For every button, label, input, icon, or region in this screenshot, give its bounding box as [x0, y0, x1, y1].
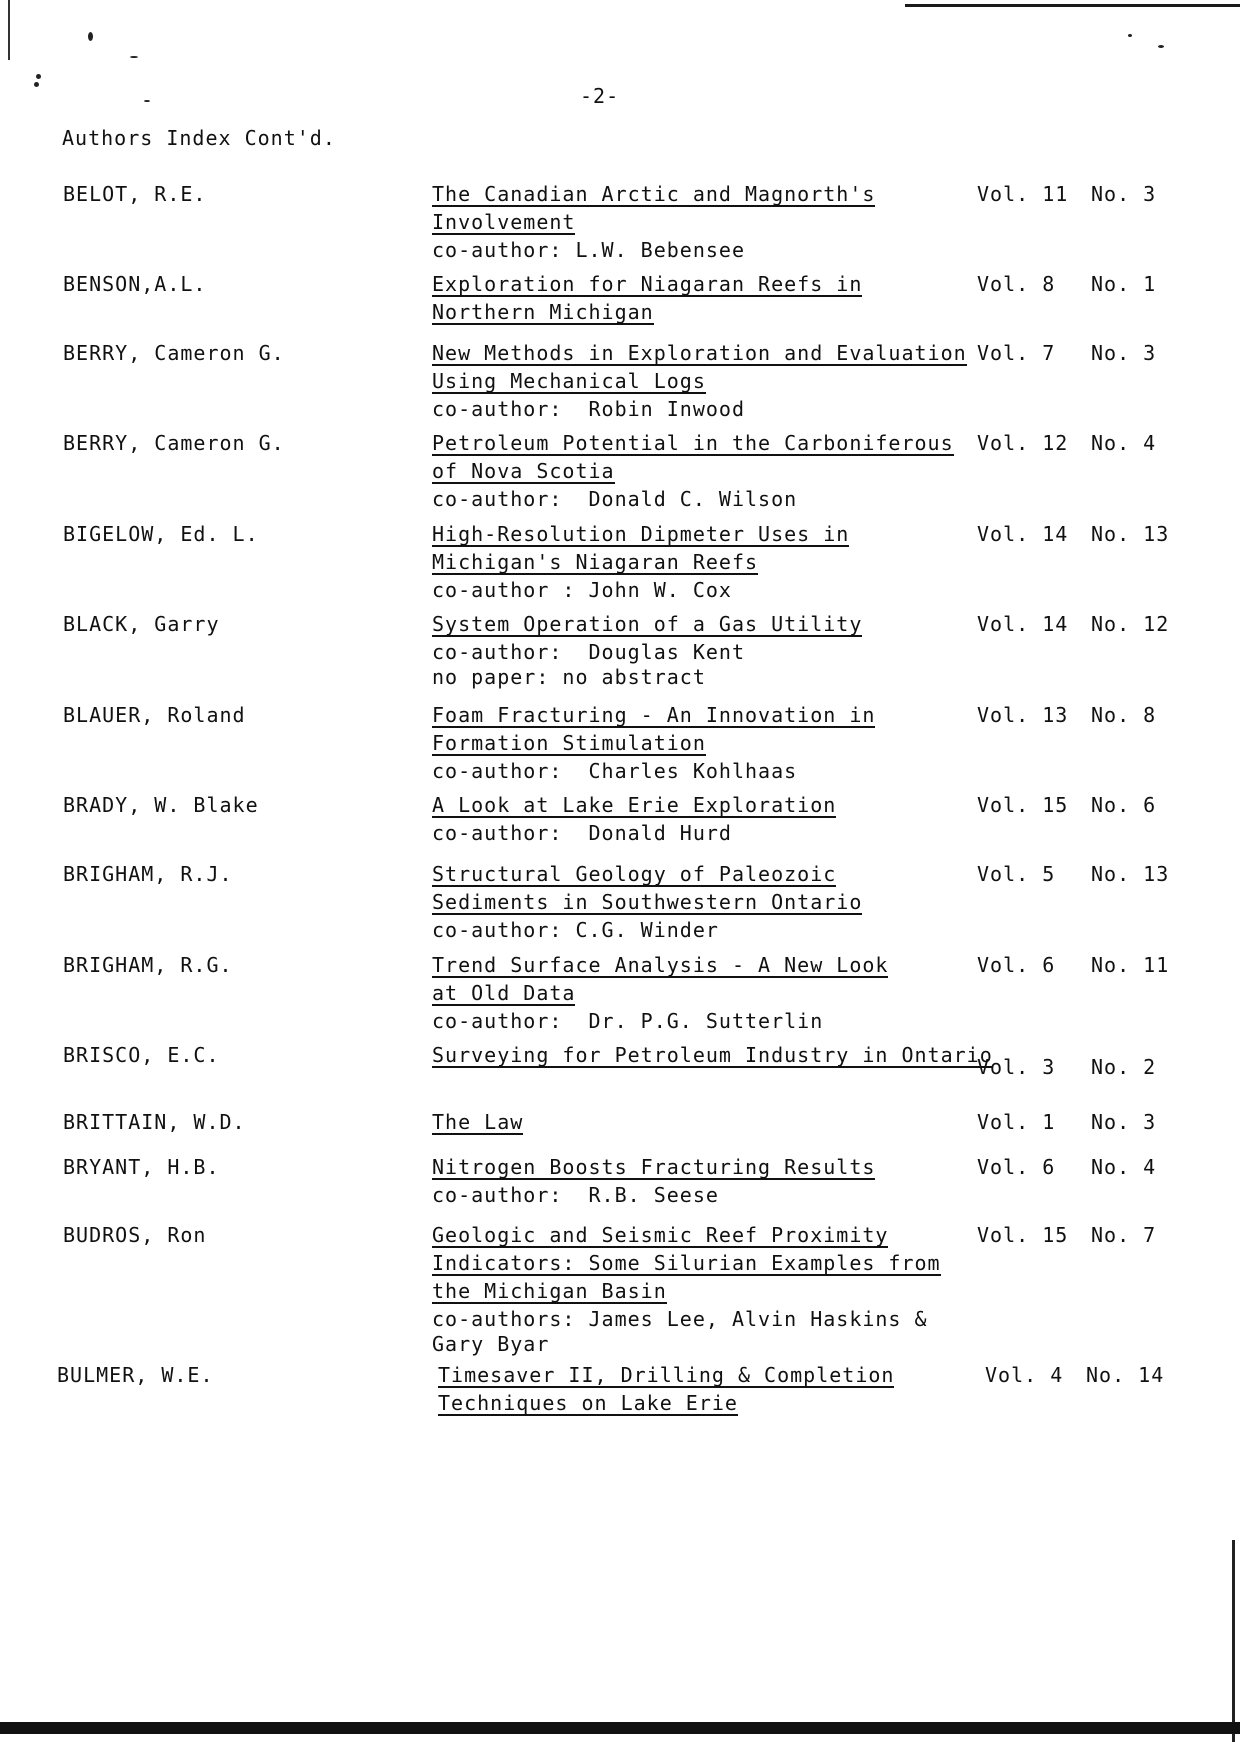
entry-volume: Vol. 6 — [977, 1155, 1056, 1179]
entry-number: No. 2 — [1091, 1055, 1157, 1079]
page-number: -2- — [580, 84, 620, 108]
entry-title-line: New Methods in Exploration and Evaluation — [432, 341, 967, 365]
entry-title-line: Michigan's Niagaran Reefs — [432, 550, 759, 574]
entry-title-line: Sediments in Southwestern Ontario — [432, 890, 863, 914]
entry-author: BERRY, Cameron G. — [63, 341, 285, 365]
scan-speck — [36, 74, 41, 79]
scan-speck — [88, 32, 93, 41]
entry-title-line: Using Mechanical Logs — [432, 369, 706, 393]
entry-title-line: The Canadian Arctic and Magnorth's — [432, 182, 876, 206]
entry-title-line: Exploration for Niagaran Reefs in — [432, 272, 863, 296]
entry-title-block — [432, 1110, 992, 1138]
entry-title-line: Foam Fracturing - An Innovation in — [432, 703, 876, 727]
entry-number: No. 6 — [1091, 793, 1157, 817]
entry-note: co-author: Donald C. Wilson — [432, 487, 798, 511]
entry-title-line: Techniques on Lake Erie — [438, 1391, 738, 1415]
scan-speck — [130, 56, 138, 58]
entry-title-line: at Old Data — [432, 981, 576, 1005]
entry-title-line: Involvement — [432, 210, 576, 234]
entry-author: BLAUER, Roland — [63, 703, 246, 727]
page-header: Authors Index Cont'd. — [62, 126, 336, 150]
entry-note: Gary Byar — [432, 1332, 550, 1356]
entry-note: co-author: Dr. P.G. Sutterlin — [432, 1009, 824, 1033]
entry-title-line: Geologic and Seismic Reef Proximity — [432, 1223, 889, 1247]
entry-note: co-author: Donald Hurd — [432, 821, 732, 845]
entry-author: BERRY, Cameron G. — [63, 431, 285, 455]
entry-volume: Vol. 4 — [985, 1363, 1064, 1387]
entry-title-block — [432, 341, 992, 422]
scan-speck — [1158, 45, 1164, 48]
entry-note: co-author : John W. Cox — [432, 578, 732, 602]
entry-title-line: A Look at Lake Erie Exploration — [432, 793, 837, 817]
entry-title-line: Trend Surface Analysis - A New Look — [432, 953, 889, 977]
entry-author: BRISCO, E.C. — [63, 1043, 220, 1067]
entry-volume: Vol. 11 — [977, 182, 1069, 206]
entry-volume: Vol. 3 — [977, 1055, 1056, 1079]
entry-number: No. 11 — [1091, 953, 1170, 977]
entry-title-line: High-Resolution Dipmeter Uses in — [432, 522, 850, 546]
entry-note: co-author: C.G. Winder — [432, 918, 719, 942]
entry-volume: Vol. 14 — [977, 612, 1069, 636]
entry-title-line: Indicators: Some Silurian Examples from — [432, 1251, 941, 1275]
entry-note: co-author: Douglas Kent — [432, 640, 745, 664]
entry-number: No. 1 — [1091, 272, 1157, 296]
entry-title-line: Northern Michigan — [432, 300, 654, 324]
entry-volume: Vol. 7 — [977, 341, 1056, 365]
entry-title-block — [432, 522, 992, 603]
scan-speck — [144, 100, 150, 102]
entry-author: BRITTAIN, W.D. — [63, 1110, 246, 1134]
entry-volume: Vol. 14 — [977, 522, 1069, 546]
entry-title-line: Nitrogen Boosts Fracturing Results — [432, 1155, 876, 1179]
entry-volume: Vol. 12 — [977, 431, 1069, 455]
entry-author: BIGELOW, Ed. L. — [63, 522, 259, 546]
entry-title-block — [432, 793, 992, 846]
entry-volume: Vol. 6 — [977, 953, 1056, 977]
entry-number: No. 12 — [1091, 612, 1170, 636]
entry-author: BULMER, W.E. — [57, 1363, 214, 1387]
scan-edge-bottom — [0, 1722, 1240, 1734]
entry-author: BLACK, Garry — [63, 612, 220, 636]
entry-number: No. 13 — [1091, 862, 1170, 886]
entry-title-line: Petroleum Potential in the Carboniferous — [432, 431, 954, 455]
scan-edge-right — [1232, 1540, 1235, 1742]
entry-author: BRIGHAM, R.J. — [63, 862, 233, 886]
entry-number: No. 3 — [1091, 341, 1157, 365]
entry-note: co-author: L.W. Bebensee — [432, 238, 745, 262]
entry-number: No. 14 — [1086, 1363, 1165, 1387]
entry-title-block — [432, 1043, 992, 1071]
entry-volume: Vol. 1 — [977, 1110, 1056, 1134]
entry-number: No. 4 — [1091, 431, 1157, 455]
entry-title-block — [432, 272, 992, 328]
entry-author: BRYANT, H.B. — [63, 1155, 220, 1179]
entry-title-block — [432, 1155, 992, 1208]
entry-title-block — [432, 862, 992, 943]
entry-title-line: of Nova Scotia — [432, 459, 615, 483]
entry-note: no paper: no abstract — [432, 665, 706, 689]
entry-title-block — [432, 431, 992, 512]
scan-edge-left — [8, 0, 10, 60]
entry-number: No. 4 — [1091, 1155, 1157, 1179]
entry-title-line: Formation Stimulation — [432, 731, 706, 755]
entry-author: BELOT, R.E. — [63, 182, 207, 206]
scan-edge-top — [905, 4, 1240, 7]
entry-number: No. 13 — [1091, 522, 1170, 546]
entry-title-block — [432, 703, 992, 784]
entry-title-line: Structural Geology of Paleozoic — [432, 862, 837, 886]
entry-author: BRADY, W. Blake — [63, 793, 259, 817]
entry-author: BRIGHAM, R.G. — [63, 953, 233, 977]
entry-author: BUDROS, Ron — [63, 1223, 207, 1247]
entry-note: co-author: R.B. Seese — [432, 1183, 719, 1207]
entry-title-line: Surveying for Petroleum Industry in Ontario — [432, 1043, 993, 1067]
entry-title-block — [438, 1363, 998, 1419]
scan-speck — [1128, 34, 1132, 37]
entry-title-block — [432, 1223, 992, 1357]
entry-number: No. 7 — [1091, 1223, 1157, 1247]
entry-volume: Vol. 15 — [977, 793, 1069, 817]
entry-volume: Vol. 13 — [977, 703, 1069, 727]
entry-volume: Vol. 8 — [977, 272, 1056, 296]
entry-title-line: System Operation of a Gas Utility — [432, 612, 863, 636]
entry-title-line: the Michigan Basin — [432, 1279, 667, 1303]
entry-note: co-author: Charles Kohlhaas — [432, 759, 798, 783]
entry-number: No. 3 — [1091, 1110, 1157, 1134]
entry-number: No. 3 — [1091, 182, 1157, 206]
entry-title-block — [432, 612, 992, 690]
entry-note: co-author: Robin Inwood — [432, 397, 745, 421]
entry-number: No. 8 — [1091, 703, 1157, 727]
entry-volume: Vol. 15 — [977, 1223, 1069, 1247]
entry-title-line: Timesaver II, Drilling & Completion — [438, 1363, 895, 1387]
entry-author: BENSON,A.L. — [63, 272, 207, 296]
scan-speck — [34, 82, 39, 87]
entry-title-block — [432, 182, 992, 263]
entry-title-line: The Law — [432, 1110, 524, 1134]
entry-note: co-authors: James Lee, Alvin Haskins & — [432, 1307, 928, 1331]
entry-volume: Vol. 5 — [977, 862, 1056, 886]
entry-title-block — [432, 953, 992, 1034]
